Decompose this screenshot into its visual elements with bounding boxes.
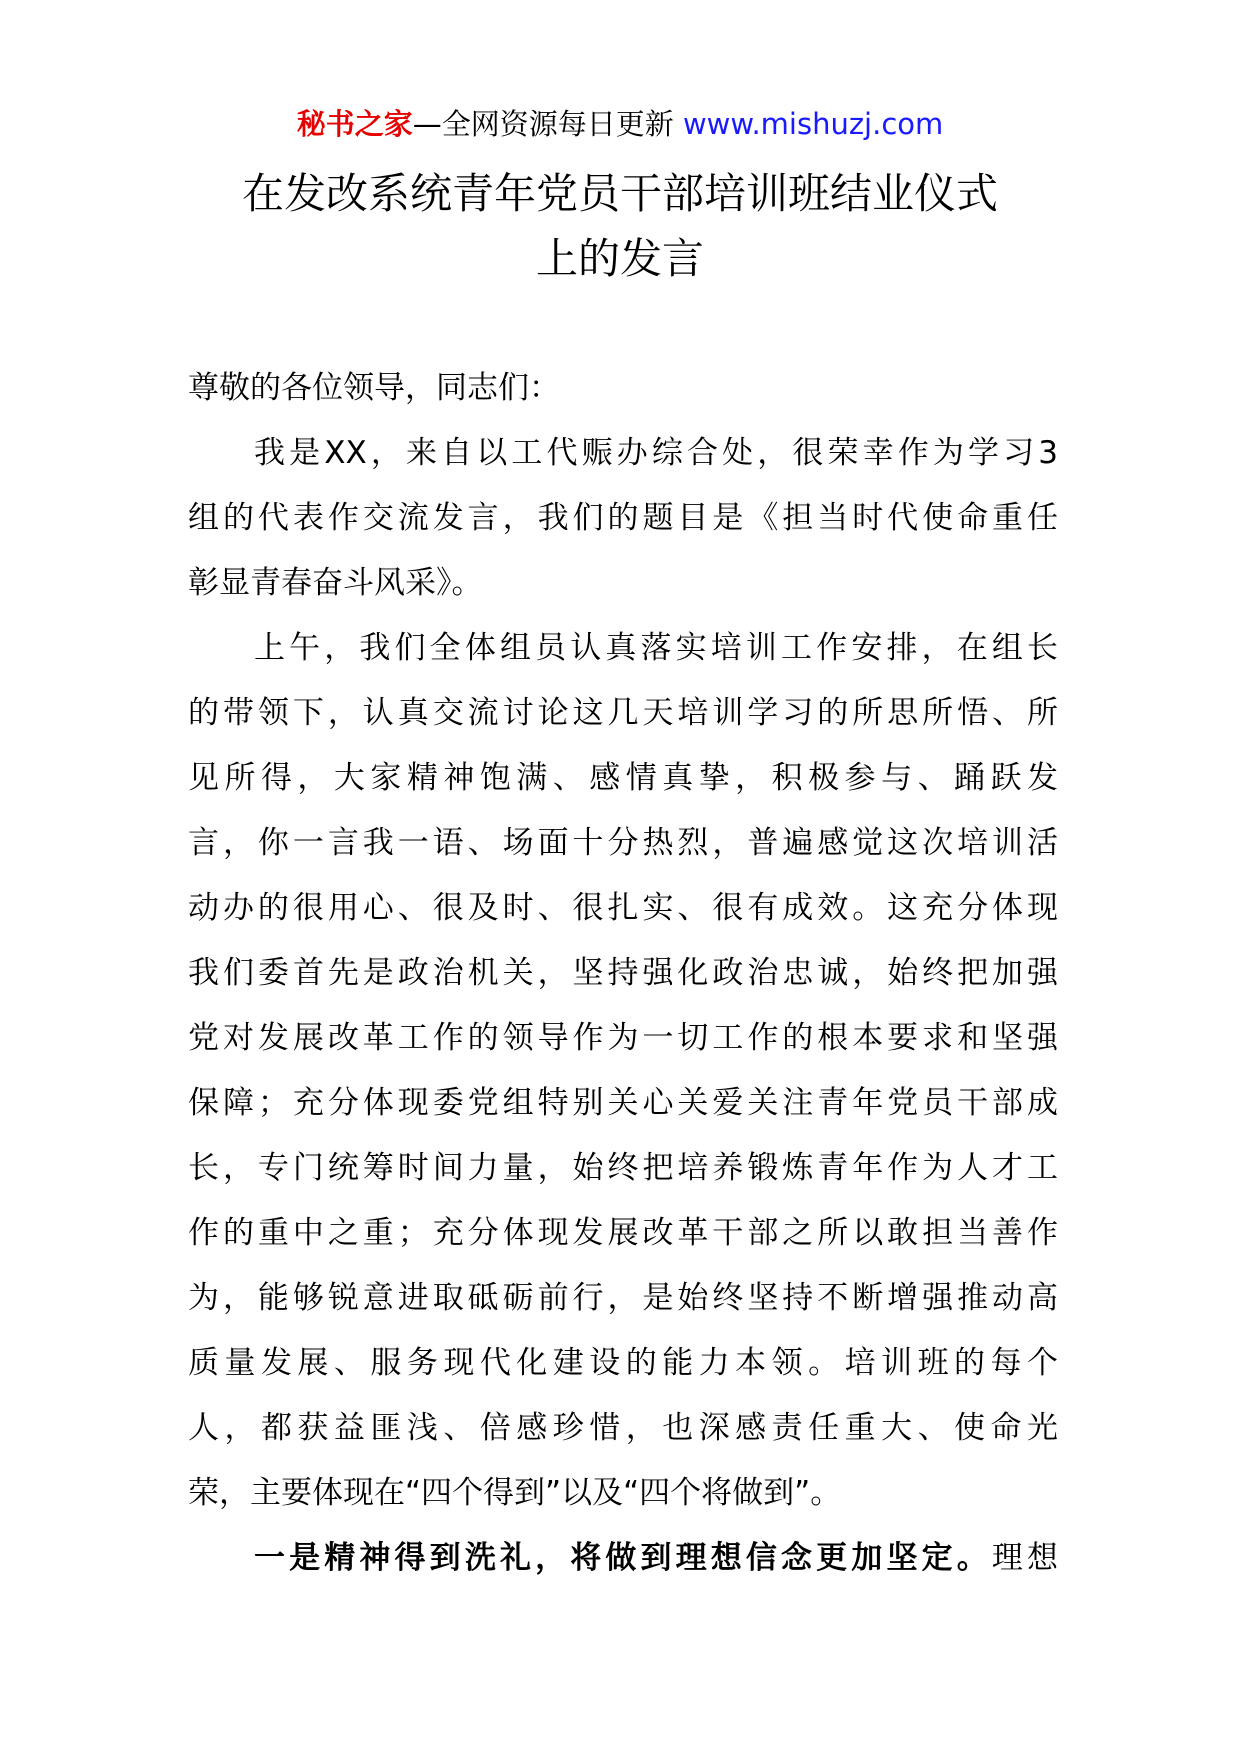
document-title-line-2: 上的发言 (535, 234, 704, 283)
paragraph-1-line: 组的代表作交流发言，我们的题目是《担当时代使命重任 (188, 500, 1058, 536)
paragraph-1-line: 我是XX，来自以工代赈办综合处，很荣幸作为学习3 (254, 435, 1058, 471)
paragraph-2-line: 上午，我们全体组员认真落实培训工作安排，在组长 (254, 630, 1058, 666)
paragraph-2-line: 党对发展改革工作的领导作为一切工作的根本要求和坚强 (188, 1020, 1058, 1056)
document-body (188, 356, 1058, 1591)
paragraph-2-line: 我们委首先是政治机关，坚持强化政治忠诚，始终把加强 (188, 955, 1058, 991)
paragraph-2-line: 作的重中之重；充分体现发展改革干部之所以敢担当善作 (188, 1215, 1058, 1251)
paragraph-2-line: 见所得，大家精神饱满、感情真挚，积极参与、踊跃发 (188, 760, 1058, 796)
site-brand: 秘书之家 (296, 107, 413, 141)
paragraph-2-line: 长，专门统筹时间力量，始终把培养锻炼青年作为人才工 (188, 1150, 1058, 1186)
site-tagline: —全网资源每日更新 (412, 107, 674, 141)
paragraph-2-line: 言，你一言我一语、场面十分热烈，普遍感觉这次培训活 (188, 825, 1058, 861)
paragraph-1-line: 彰显青春奋斗风采》。 (188, 565, 483, 601)
site-url-link[interactable]: www.mishuzj.com (682, 107, 944, 141)
paragraph-2-line: 人，都获益匪浅、倍感珍惜，也深感责任重大、使命光 (188, 1410, 1058, 1446)
paragraph-3-bold-lead: 一是精神得到洗礼，将做到理想信念更加坚定。 (254, 1540, 992, 1576)
document-title-line-1: 在发改系统青年党员干部培训班结业仪式 (241, 169, 998, 218)
salutation: 尊敬的各位领导，同志们： (188, 370, 560, 406)
paragraph-2-line: 荣，主要体现在“四个得到”以及“四个将做到”。 (188, 1475, 842, 1511)
paragraph-2-line: 质量发展、服务现代化建设的能力本领。培训班的每个 (188, 1345, 1058, 1381)
paragraph-3-text: 理想 (991, 1540, 1059, 1576)
paragraph-2-line: 动办的很用心、很及时、很扎实、很有成效。这充分体现 (188, 890, 1058, 926)
site-banner (0, 104, 1240, 144)
paragraph-2-line: 的带领下，认真交流讨论这几天培训学习的所思所悟、所 (188, 695, 1058, 731)
paragraph-2-line: 保障；充分体现委党组特别关心关爱关注青年党员干部成 (188, 1085, 1058, 1121)
paragraph-3-line (188, 1526, 1058, 1591)
paragraph-2-line: 为，能够锐意进取砥砺前行，是始终坚持不断增强推动高 (188, 1280, 1058, 1316)
